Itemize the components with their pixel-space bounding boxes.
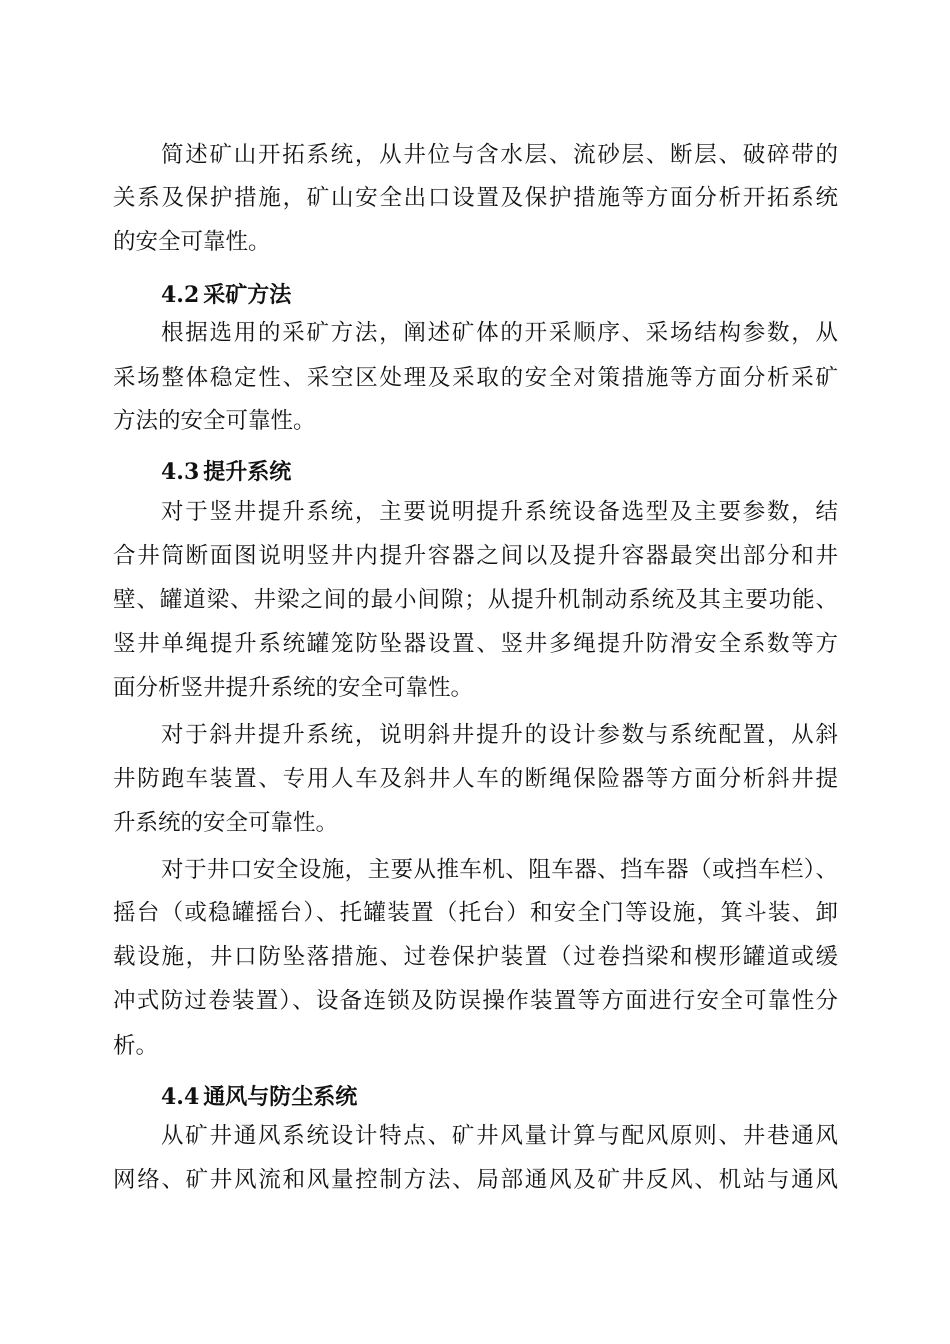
paragraph-line: 面分析竖井提升系统的安全可靠性。 <box>113 675 474 701</box>
paragraph-line: 采场整体稳定性、采空区处理及采取的安全对策措施等方面分析采矿 <box>113 365 838 391</box>
paragraph-line: 对于竖井提升系统，主要说明提升系统设备选型及主要参数，结 <box>161 499 838 525</box>
paragraph-line: 合井筒断面图说明竖井内提升容器之间以及提升容器最突出部分和井 <box>113 543 838 569</box>
paragraph-line: 析。 <box>113 1033 159 1059</box>
paragraph-line: 井防跑车装置、专用人车及斜井人车的断绳保险器等方面分析斜井提 <box>113 766 838 792</box>
paragraph-line: 根据选用的采矿方法，阐述矿体的开采顺序、采场结构参数，从 <box>161 320 838 346</box>
section-title: 采矿方法 <box>203 283 292 308</box>
section-title: 通风与防尘系统 <box>203 1085 358 1110</box>
paragraph-line: 载设施，井口防坠落措施、过卷保护装置（过卷挡梁和楔形罐道或缓 <box>113 944 838 970</box>
paragraph-line: 从矿井通风系统设计特点、矿井风量计算与配风原则、井巷通风 <box>161 1123 838 1149</box>
section-number: 4.3 <box>161 459 200 485</box>
section-number: 4.2 <box>161 282 200 308</box>
paragraph-line: 方法的安全可靠性。 <box>113 408 316 434</box>
paragraph-line: 壁、罐道梁、井梁之间的最小间隙；从提升机制动系统及其主要功能、 <box>113 587 838 613</box>
paragraph-line: 的安全可靠性。 <box>113 229 271 255</box>
paragraph-line: 对于斜井提升系统，说明斜井提升的设计参数与系统配置，从斜 <box>161 722 838 748</box>
section-number: 4.4 <box>161 1084 200 1110</box>
paragraph-line: 冲式防过卷装置）、设备连锁及防误操作装置等方面进行安全可靠性分 <box>113 988 838 1014</box>
section-heading-4-3 <box>161 457 291 487</box>
paragraph-line: 竖井单绳提升系统罐笼防坠器设置、竖井多绳提升防滑安全系数等方 <box>113 631 838 657</box>
paragraph-line: 简述矿山开拓系统，从井位与含水层、流砂层、断层、破碎带的 <box>161 142 838 168</box>
paragraph-line: 升系统的安全可靠性。 <box>113 810 339 836</box>
section-title: 提升系统 <box>203 460 292 485</box>
paragraph-line: 摇台（或稳罐摇台）、托罐装置（托台）和安全门等设施，箕斗装、卸 <box>113 900 838 926</box>
paragraph-line: 对于井口安全设施，主要从推车机、阻车器、挡车器（或挡车栏）、 <box>161 857 838 883</box>
paragraph-line: 关系及保护措施，矿山安全出口设置及保护措施等方面分析开拓系统 <box>113 185 838 211</box>
section-heading-4-2 <box>161 280 291 310</box>
section-heading-4-4 <box>161 1082 357 1112</box>
paragraph-line: 网络、矿井风流和风量控制方法、局部通风及矿井反风、机站与通风 <box>113 1167 838 1193</box>
